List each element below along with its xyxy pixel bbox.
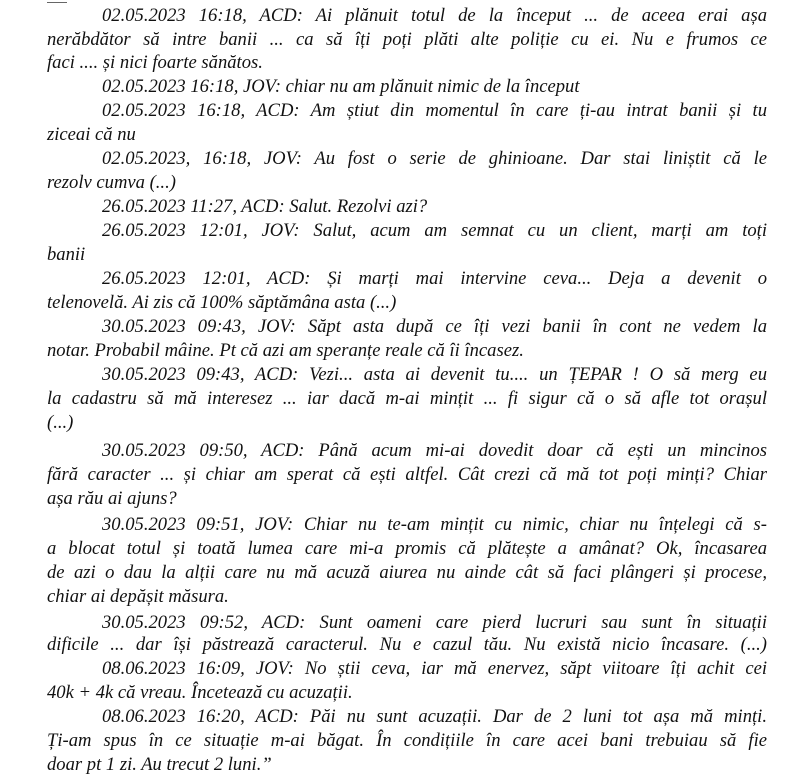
text-line: ziceai că nu [47, 124, 136, 145]
text-line: 26.05.2023 11:27, ACD: Salut. Rezolvi azi? [102, 196, 428, 217]
text-line: 02.05.2023 16:18, ACD: Am știut din momentul în care ți-au intrat banii și tu [102, 100, 767, 121]
text-line: dificile ... dar își păstrează caracterul. Nu e cazul tău. Nu există nicio încasare. (...) [47, 634, 767, 655]
text-line: faci .... și nici foarte sănătos. [47, 52, 263, 73]
text-line: 02.05.2023 16:18, ACD: Ai plănuit totul de la început ... de aceea erai așa [102, 5, 767, 26]
text-line: 30.05.2023 09:50, ACD: Până acum mi-ai dovedit doar că ești un mincinos [102, 440, 767, 461]
text-line: 02.05.2023 16:18, JOV: chiar nu am plănuit nimic de la început [102, 76, 580, 97]
text-line: doar pt 1 zi. Au trecut 2 luni.” [47, 754, 272, 775]
text-line: 40k + 4k că vreau. Încetează cu acuzații. [47, 682, 353, 703]
text-line: chiar ai depășit măsura. [47, 586, 229, 607]
text-line: de azi o dau la alții care nu mă acuză aiurea nu ainde cât să faci plângeri și procese, [47, 562, 767, 583]
text-line: notar. Probabil mâine. Pt că azi am speranțe reale că îi încasez. [47, 340, 524, 361]
text-line: 30.05.2023 09:51, JOV: Chiar nu te-am mințit cu nimic, chiar nu înțelegi că s- [102, 514, 767, 535]
text-line: rezolv cumva (...) [47, 172, 176, 193]
text-line: fără caracter ... și chiar am sperat că ești altfel. Cât crezi că mă tot poți minți? Chiar [47, 464, 767, 485]
text-line: 08.06.2023 16:20, ACD: Păi nu sunt acuzații. Dar de 2 luni tot așa mă minți. [102, 706, 767, 727]
text-line: a blocat totul și toată lumea care mi-a promis că plătește a amânat? Ok, încasarea [47, 538, 767, 559]
text-line: 26.05.2023 12:01, ACD: Și marți mai intervine ceva... Deja a devenit o [102, 268, 767, 289]
text-line: (...) [47, 412, 74, 433]
text-line: telenovelă. Ai zis că 100% săptămâna asta (...) [47, 292, 397, 313]
text-line: 26.05.2023 12:01, JOV: Salut, acum am semnat cu un client, marți am toți [102, 220, 767, 241]
text-line: 02.05.2023, 16:18, JOV: Au fost o serie de ghinioane. Dar stai liniștit că le [102, 148, 767, 169]
text-line: Ți-am spus în ce situație m-ai băgat. În condițiile în care acei bani trebuiau să fie [47, 730, 767, 751]
text-line: 30.05.2023 09:43, ACD: Vezi... asta ai devenit tu.... un ȚEPAR ! O să merg eu [102, 364, 767, 385]
cropped-line-fragment [47, 0, 67, 3]
text-line: 08.06.2023 16:09, JOV: No știi ceva, iar mă enervez, săpt viitoare îți achit cei [102, 658, 767, 679]
text-line: nerăbdător să intre banii ... ca să îți poți plăti alte poliție cu ei. Nu e frumos ce [47, 29, 767, 50]
text-line: 30.05.2023 09:43, JOV: Săpt asta după ce îți vezi banii în cont ne vedem la [102, 316, 767, 337]
text-line: așa rău ai ajuns? [47, 488, 177, 509]
text-line: 30.05.2023 09:52, ACD: Sunt oameni care pierd lucruri sau sunt în situații [102, 612, 767, 633]
text-line: la cadastru să mă interesez ... iar dacă m-ai mințit ... fi sigur că o să afle tot orașul [47, 388, 767, 409]
text-line: banii [47, 244, 86, 265]
